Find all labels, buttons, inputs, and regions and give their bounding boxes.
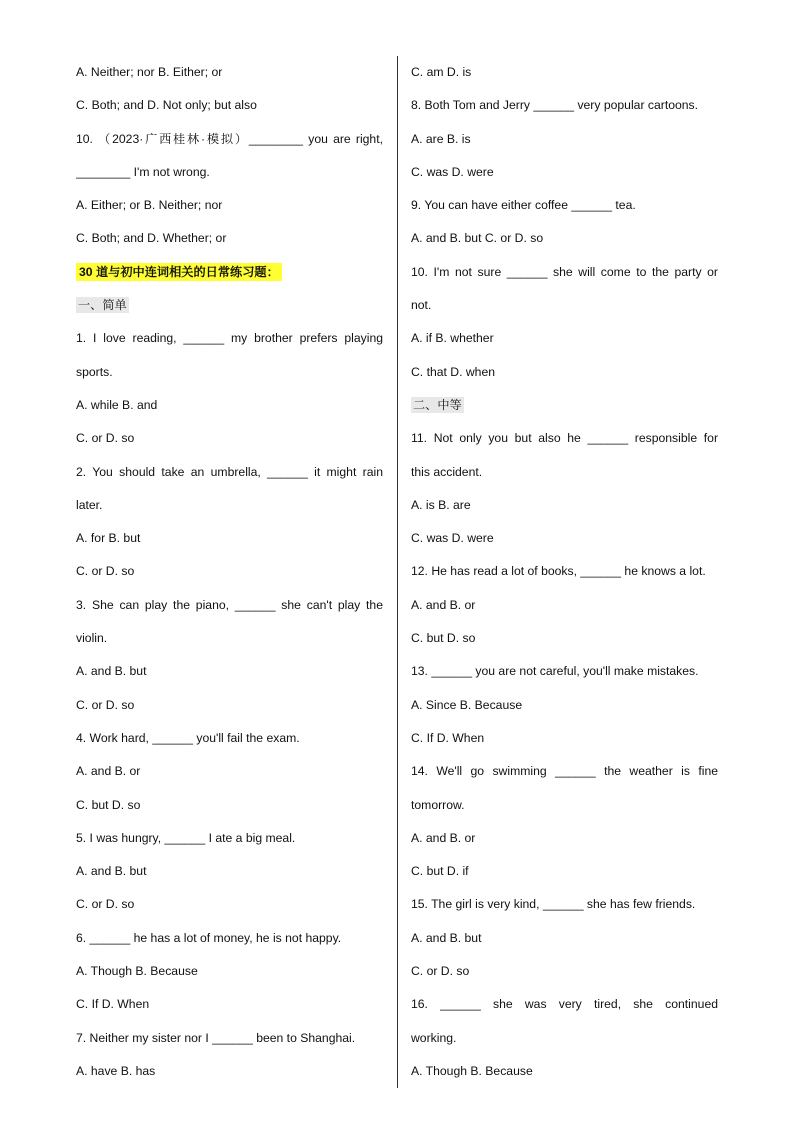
text-line bbox=[76, 256, 383, 289]
text-line: A. while B. and bbox=[76, 397, 158, 412]
text-line: A. and B. or bbox=[76, 764, 141, 779]
text-line: A. are B. is bbox=[411, 131, 471, 146]
text-line: A. Though B. Because bbox=[76, 964, 198, 979]
text-line bbox=[411, 389, 718, 422]
text-line: C. or D. so bbox=[411, 964, 470, 979]
text-line: A. for B. but bbox=[76, 531, 141, 546]
text-line: not. bbox=[411, 298, 432, 313]
section-heading: 二、中等 bbox=[413, 397, 462, 412]
highlighted-heading: 30 道与初中连词相关的日常练习题： bbox=[76, 263, 282, 281]
text-line: C. but D. so bbox=[411, 631, 476, 646]
text-line: 11. Not only you but also he ______ responsible for bbox=[411, 431, 718, 446]
text-line: C. was D. were bbox=[411, 164, 494, 179]
section-heading: 一、简单 bbox=[78, 298, 127, 313]
text-line: A. and B. but bbox=[411, 930, 482, 945]
text-line: C. or D. so bbox=[76, 564, 135, 579]
text-line: C. was D. were bbox=[411, 531, 494, 546]
right-column bbox=[411, 56, 718, 1088]
text-line: 4. Work hard, ______ you'll fail the exam. bbox=[76, 730, 300, 745]
text-line: A. Since B. Because bbox=[411, 697, 523, 712]
text-line: C. Both; and D. Whether; or bbox=[76, 231, 227, 246]
text-line: A. have B. has bbox=[76, 1063, 156, 1078]
text-line: 2. You should take an umbrella, ______ it might rain bbox=[76, 464, 383, 479]
text-line: 10. I'm not sure ______ she will come to the party or bbox=[411, 264, 718, 279]
text-line: 16. ______ she was very tired, she continued bbox=[411, 997, 718, 1012]
text-line: C. If D. When bbox=[411, 730, 485, 745]
text-line: 14. We'll go swimming ______ the weather is fine bbox=[411, 764, 718, 779]
text-line: C. If D. When bbox=[76, 997, 150, 1012]
text-line: C. or D. so bbox=[76, 697, 135, 712]
text-line: tomorrow. bbox=[411, 797, 465, 812]
text-line: A. is B. are bbox=[411, 497, 471, 512]
text-line: C. but D. so bbox=[76, 797, 141, 812]
text-line: violin. bbox=[76, 631, 108, 646]
column-divider bbox=[397, 56, 398, 1088]
text-line: C. or D. so bbox=[76, 431, 135, 446]
text-line: 9. You can have either coffee ______ tea. bbox=[411, 198, 636, 213]
text-line: C. but D. if bbox=[411, 864, 469, 879]
text-line: A. Neither; nor B. Either; or bbox=[76, 65, 223, 79]
text-line: ________ I'm not wrong. bbox=[76, 164, 210, 179]
text-line: A. Either; or B. Neither; nor bbox=[76, 198, 223, 213]
text-line: later. bbox=[76, 497, 103, 512]
text-line: 15. The girl is very kind, ______ she has few friends. bbox=[411, 897, 696, 912]
text-line: 3. She can play the piano, ______ she can't play the bbox=[76, 597, 383, 612]
text-line: 7. Neither my sister nor I ______ been to Shanghai. bbox=[76, 1030, 356, 1045]
text-line: A. if B. whether bbox=[411, 331, 494, 346]
text-line: 12. He has read a lot of books, ______ he knows a lot. bbox=[411, 564, 706, 579]
text-line: 5. I was hungry, ______ I ate a big meal. bbox=[76, 830, 296, 845]
text-line: this accident. bbox=[411, 464, 483, 479]
text-line: C. or D. so bbox=[76, 897, 135, 912]
text-line: A. Though B. Because bbox=[411, 1063, 533, 1078]
left-column bbox=[76, 56, 383, 1088]
text-line: sports. bbox=[76, 364, 113, 379]
text-line: A. and B. or bbox=[411, 597, 476, 612]
text-line: A. and B. but bbox=[76, 664, 147, 679]
text-line bbox=[76, 289, 383, 322]
text-line: 10. （2023·广西桂林·模拟）________ you are right, bbox=[76, 131, 383, 146]
text-line: 13. ______ you are not careful, you'll make mistakes. bbox=[411, 664, 699, 679]
text-line: A. and B. but bbox=[76, 864, 147, 879]
text-line: working. bbox=[411, 1030, 457, 1045]
text-line: 6. ______ he has a lot of money, he is not happy. bbox=[76, 930, 342, 945]
text-line: A. and B. or bbox=[411, 830, 476, 845]
text-line: A. and B. but C. or D. so bbox=[411, 231, 544, 246]
text-line: 1. I love reading, ______ my brother prefers playing bbox=[76, 331, 383, 346]
text-line: C. am D. is bbox=[411, 65, 472, 79]
text-line: C. Both; and D. Not only; but also bbox=[76, 98, 257, 113]
text-line: C. that D. when bbox=[411, 364, 495, 379]
text-line: 8. Both Tom and Jerry ______ very popular cartoons. bbox=[411, 98, 699, 113]
